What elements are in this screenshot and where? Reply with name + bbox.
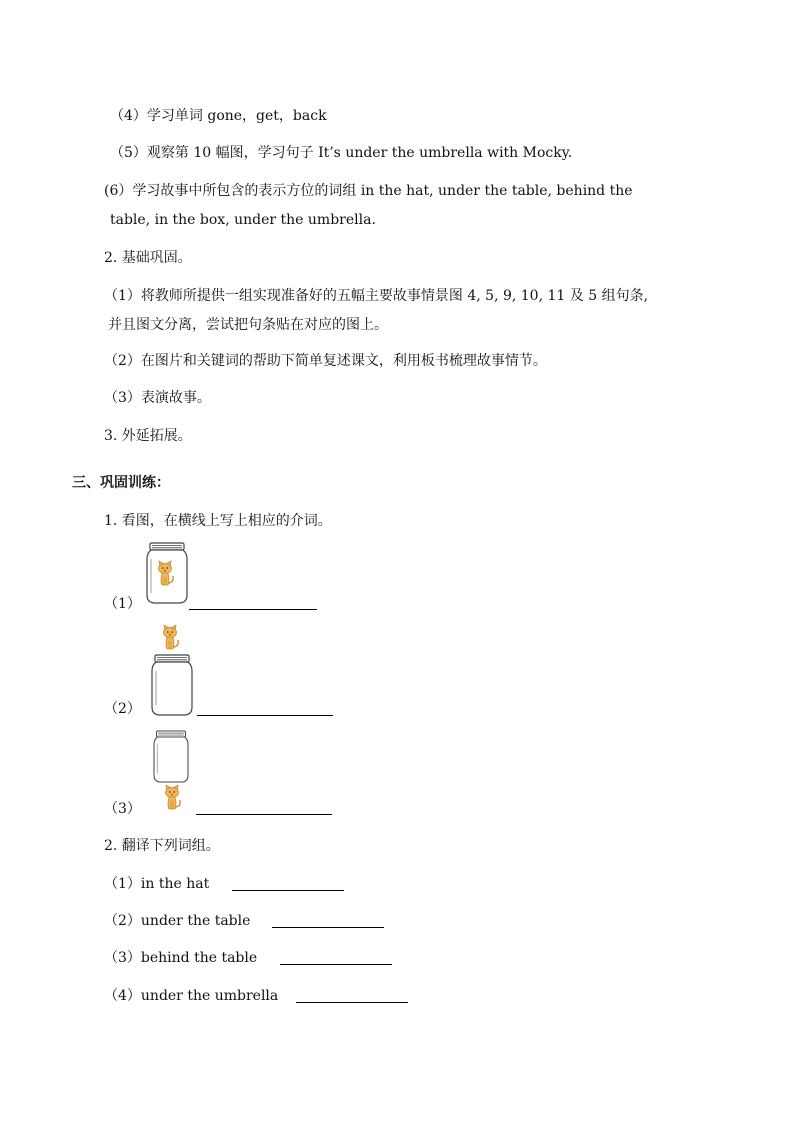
cat-in-jar-icon (145, 541, 189, 609)
exercise1-item3-blank[interactable] (196, 814, 332, 815)
study-item-6-line2: table, in the box, under the umbrella. (110, 212, 376, 228)
exercise2-item4-label: （4）under the umbrella (104, 988, 279, 1004)
exercise2-item4-blank[interactable] (296, 1002, 408, 1003)
exercise1-item1-label: （1） (104, 596, 141, 612)
exercise2-item1-blank[interactable] (232, 890, 344, 891)
section-title: 三、巩固训练： (72, 475, 170, 491)
consolidation-item-2: （2）在图片和关键词的帮助下简单复述课文，利用板书梳理故事情节。 (104, 353, 547, 369)
cat-under-jar-icon (152, 730, 192, 814)
exercise2-item1-label: （1）in the hat (104, 876, 210, 892)
study-item-6-line1: (6）学习故事中所包含的表示方位的词组 in the hat, under the table, behind the (104, 183, 633, 199)
exercise2-item3-blank[interactable] (280, 964, 392, 965)
exercise2-item3-label: （3）behind the table (104, 950, 258, 966)
study-item-4: （4）学习单词 gone，get，back (110, 108, 327, 124)
consolidation-item-1-line1: （1）将教师所提供一组实现准备好的五幅主要故事情景图 4, 5, 9, 10, 11 及 5 组句条, (104, 288, 649, 304)
consolidation-item-1-line2: 并且图文分离，尝试把句条贴在对应的图上。 (108, 317, 388, 333)
exercise2-prompt: 2. 翻译下列词组。 (104, 838, 220, 854)
exercise1-item3-label: （3） (104, 801, 141, 817)
exercise1-item2-blank[interactable] (197, 715, 333, 716)
consolidation-title: 2. 基础巩固。 (104, 250, 192, 266)
cat-on-jar-icon (150, 625, 194, 717)
exercise1-item2-label: （2） (104, 701, 141, 717)
exercise1-prompt: 1. 看图，在横线上写上相应的介词。 (104, 513, 332, 529)
exercise1-item1-blank[interactable] (189, 609, 317, 610)
exercise2-item2-label: （2）under the table (104, 913, 251, 929)
consolidation-item-3: （3）表演故事。 (104, 390, 211, 406)
exercise2-item2-blank[interactable] (272, 927, 384, 928)
study-item-5: （5）观察第 10 幅图，学习句子 It’s under the umbrella with Mocky. (110, 145, 573, 161)
extension-title: 3. 外延拓展。 (104, 428, 192, 444)
